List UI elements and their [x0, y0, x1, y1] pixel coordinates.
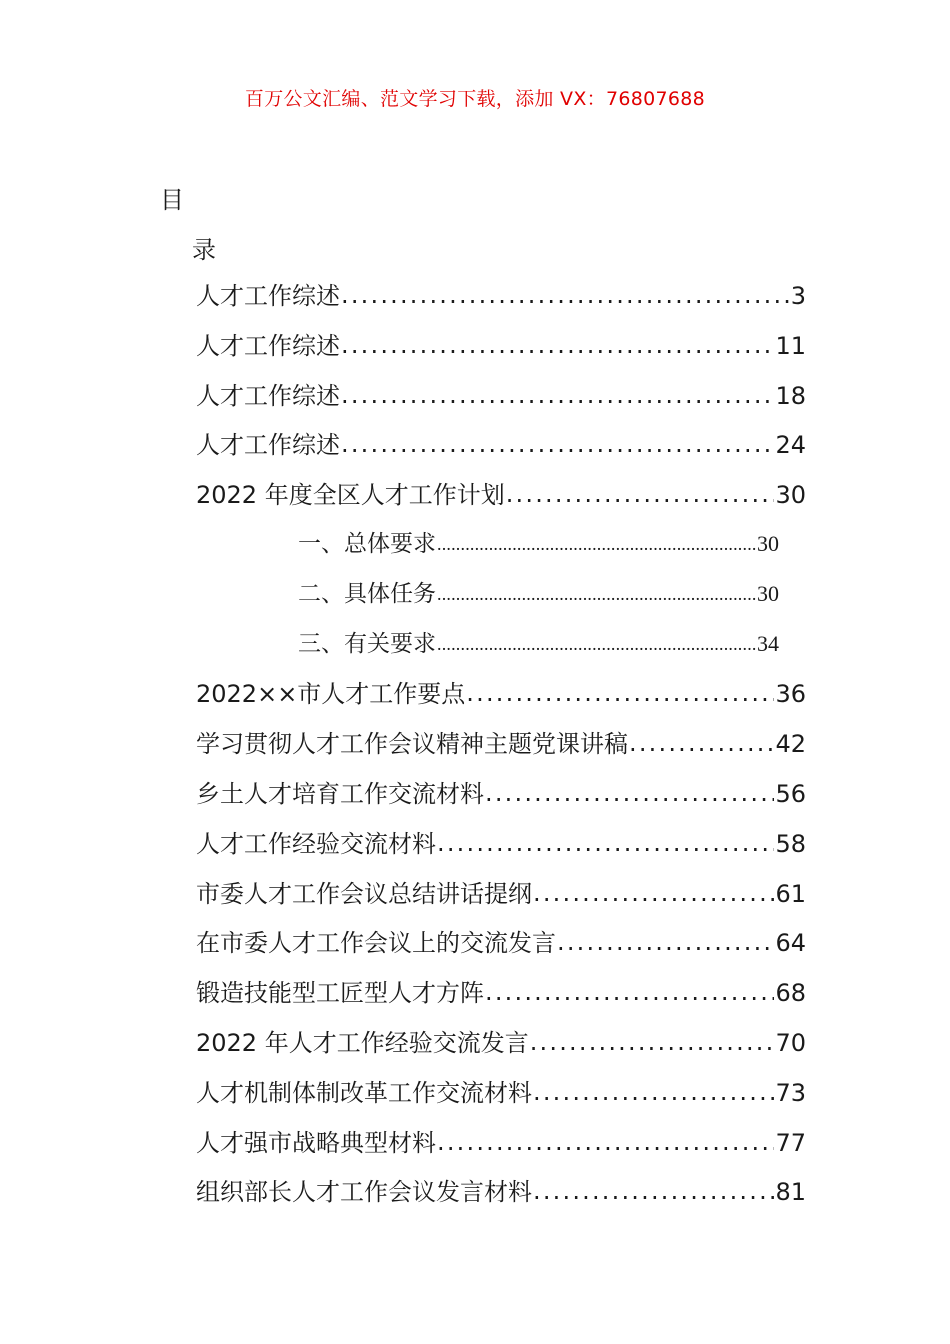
toc-page-number: 64	[775, 929, 806, 958]
toc-page-number: 70	[775, 1028, 806, 1057]
toc-page-number: 56	[775, 779, 806, 808]
toc-entry[interactable]	[196, 724, 806, 774]
toc-entry[interactable]	[196, 1073, 806, 1123]
toc-dot-leader	[485, 978, 774, 1006]
toc-dot-leader	[466, 679, 774, 707]
toc-page-number: 34	[757, 630, 779, 656]
toc-page-number: 30	[757, 580, 779, 606]
toc-entry-label: 市委人才工作会议总结讲话提纲	[196, 879, 532, 908]
toc-entry[interactable]	[196, 326, 806, 376]
toc-entry-label: 一、总体要求	[298, 530, 436, 557]
toc-entry-label: 乡土人才培育工作交流材料	[196, 779, 484, 808]
toc-entry[interactable]	[196, 923, 806, 973]
toc-page-number: 18	[775, 381, 806, 410]
toc-entry[interactable]	[196, 1123, 806, 1173]
toc-entry-label: 三、有关要求	[298, 630, 436, 657]
toc-entry-label: 人才工作综述	[196, 381, 340, 410]
toc-dot-leader	[533, 1177, 774, 1205]
toc-page-number: 68	[775, 979, 806, 1008]
toc-entry-label: 锻造技能型工匠型人才方阵	[196, 979, 484, 1008]
toc-entry[interactable]	[196, 1172, 806, 1222]
toc-entry[interactable]	[196, 824, 806, 874]
toc-entry-label: 在市委人才工作会议上的交流发言	[196, 929, 556, 958]
toc-page-number: 36	[775, 680, 806, 709]
header-watermark-text: 百万公文汇编、范文学习下载，添加 VX：76807688	[244, 88, 706, 110]
toc-entry-label: 人才工作综述	[196, 331, 340, 360]
toc-page-number: 73	[775, 1078, 806, 1107]
toc-title-char-1: 目	[160, 186, 184, 214]
toc-dot-leader	[341, 281, 790, 309]
toc-dot-leader	[485, 779, 774, 807]
toc-entry[interactable]	[196, 1023, 806, 1073]
table-of-contents	[196, 276, 806, 1222]
toc-dot-leader	[530, 1028, 775, 1056]
toc-dot-leader	[557, 928, 774, 956]
toc-dot-leader	[629, 729, 774, 757]
toc-entry[interactable]	[196, 475, 806, 525]
toc-entry-label: 2022××市人才工作要点	[196, 680, 466, 709]
toc-entry-label: 组织部长人才工作会议发言材料	[196, 1178, 532, 1207]
toc-dot-leader	[437, 829, 774, 857]
toc-entry-label: 2022 年人才工作经验交流发言	[196, 1028, 529, 1057]
toc-page-number: 77	[775, 1128, 806, 1157]
toc-subentry[interactable]	[196, 525, 779, 575]
toc-entry[interactable]	[196, 874, 806, 924]
toc-entry-label: 二、具体任务	[298, 580, 436, 607]
toc-page-number: 30	[775, 481, 806, 510]
toc-dot-leader	[341, 430, 774, 458]
toc-entry[interactable]	[196, 674, 806, 724]
toc-subentry[interactable]	[196, 575, 779, 625]
toc-entry-label: 人才工作综述	[196, 431, 340, 460]
toc-page-number: 81	[775, 1178, 806, 1207]
toc-dot-leader	[533, 1078, 774, 1106]
toc-dot-leader	[341, 331, 774, 359]
toc-dot-leader	[437, 580, 756, 606]
toc-entry-label: 人才强市战略典型材料	[196, 1128, 436, 1157]
toc-page-number: 11	[775, 331, 806, 360]
toc-subentry[interactable]	[196, 625, 779, 675]
toc-entry[interactable]	[196, 276, 806, 326]
toc-entry[interactable]	[196, 774, 806, 824]
toc-dot-leader	[437, 1128, 774, 1156]
toc-entry-label: 人才机制体制改革工作交流材料	[196, 1078, 532, 1107]
toc-page-number: 3	[790, 282, 806, 310]
toc-entry[interactable]	[196, 973, 806, 1023]
toc-page-number: 58	[775, 829, 806, 858]
toc-entry-label: 人才工作经验交流材料	[196, 829, 436, 858]
toc-dot-leader	[341, 381, 774, 409]
toc-dot-leader	[533, 879, 774, 907]
toc-title-char-2: 录	[192, 236, 216, 264]
toc-dot-leader	[506, 480, 775, 508]
toc-entry[interactable]	[196, 376, 806, 426]
toc-page-number: 61	[775, 879, 806, 908]
toc-entry-label: 人才工作综述	[196, 282, 340, 310]
toc-dot-leader	[437, 530, 756, 556]
toc-entry-label: 2022 年度全区人才工作计划	[196, 481, 505, 510]
toc-dot-leader	[437, 630, 756, 656]
toc-entry[interactable]	[196, 425, 806, 475]
toc-page-number: 24	[775, 431, 806, 460]
toc-page-number: 30	[757, 530, 779, 556]
toc-page-number: 42	[775, 730, 806, 759]
toc-entry-label: 学习贯彻人才工作会议精神主题党课讲稿	[196, 730, 628, 759]
